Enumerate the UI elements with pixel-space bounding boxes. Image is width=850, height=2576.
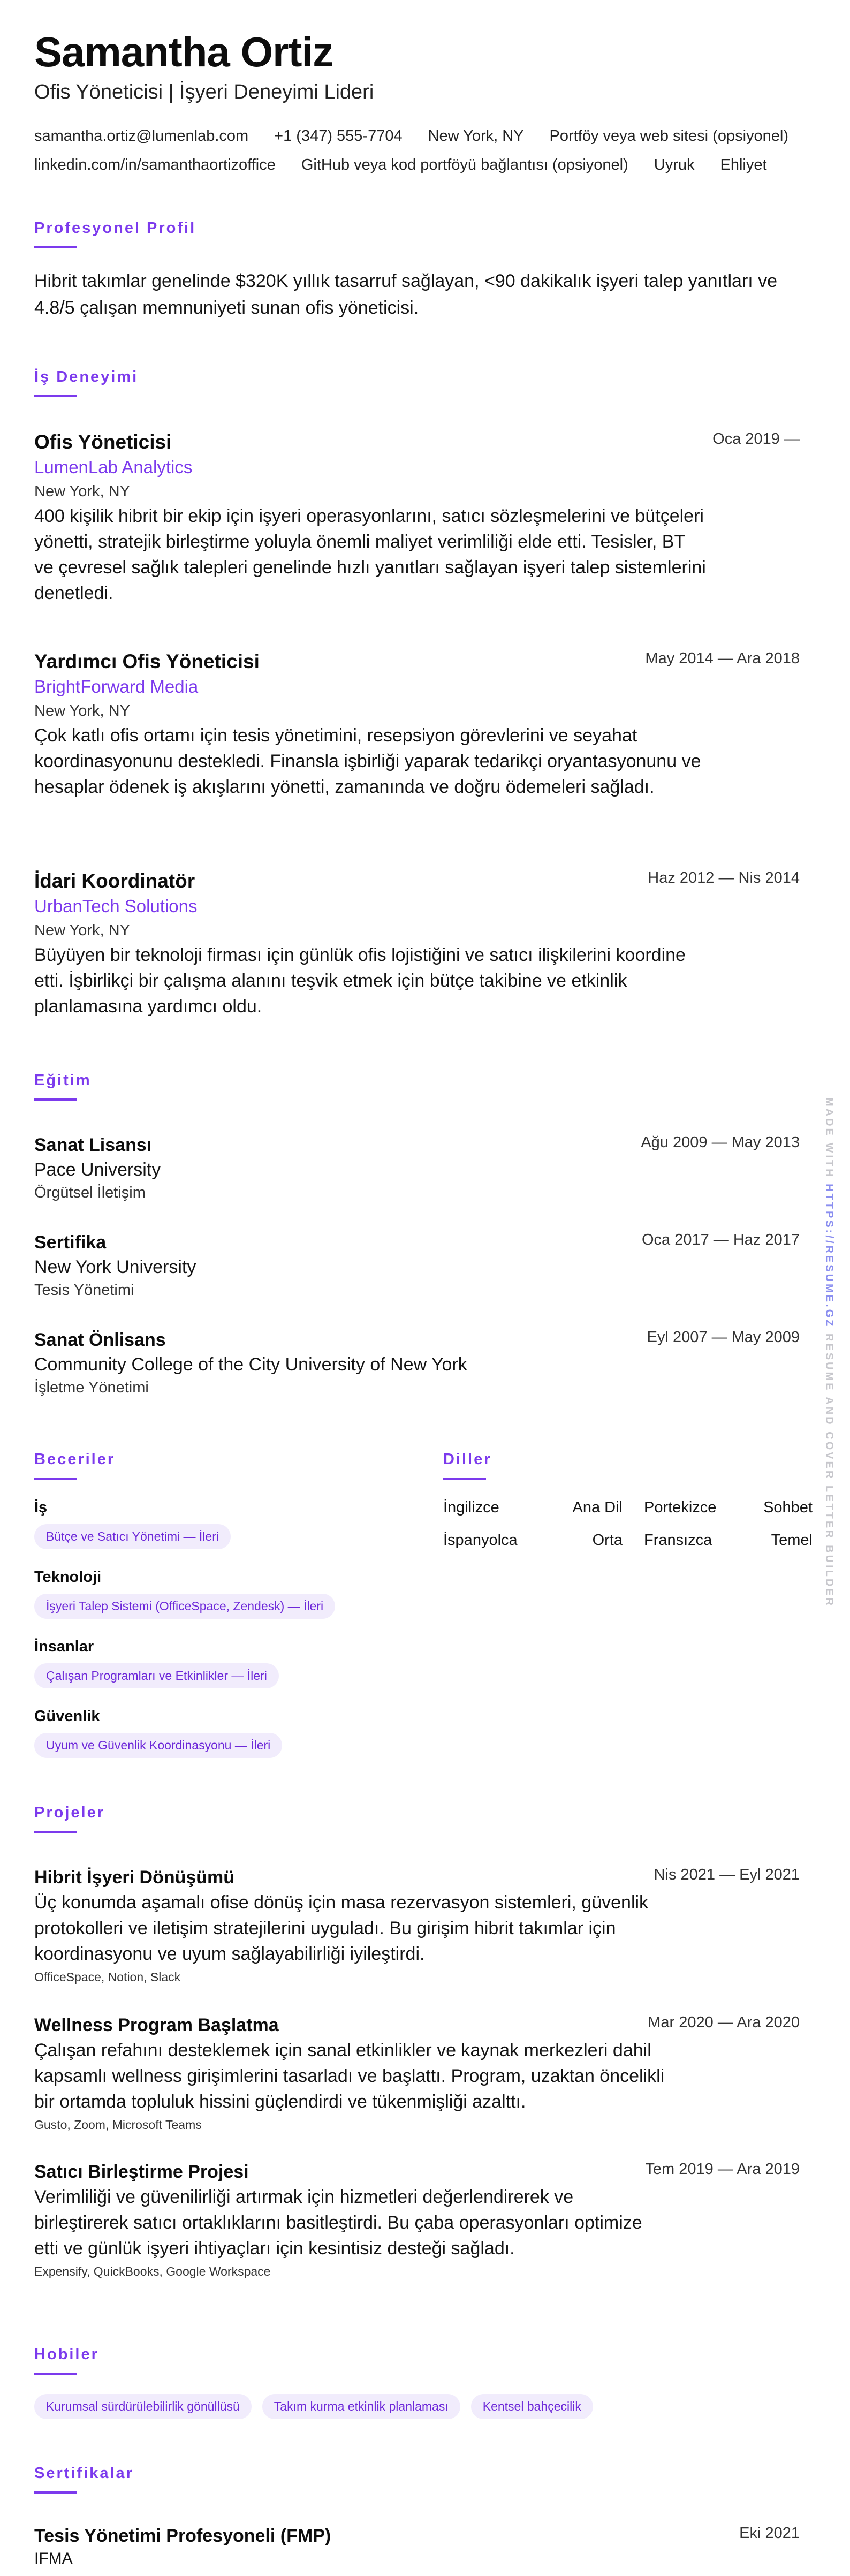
job-title: İdari Koordinatör (34, 870, 195, 892)
contact-phone[interactable]: +1 (347) 555-7704 (274, 127, 403, 145)
language-name: İngilizce (443, 1499, 499, 1516)
job-dates: Oca 2019 — (712, 430, 800, 448)
project-name: Wellness Program Başlatma (34, 2015, 279, 2035)
section-title-profile: Profesyonel Profil (34, 219, 196, 237)
job-description: Çok katlı ofis ortamı için tesis yönetimini, resepsiyon görevlerini ve seyahat koordinasyonunu destekledi. Finansla işbirliği yaparak tedarikçi oryantasyonunu ve hesaplar ödenek iş akışlarını yönetti, zamanında ve doğru ödemeleri sağladı. (34, 725, 701, 797)
skill-category: Güvenlik (34, 1708, 100, 1725)
degree: Sertifika (34, 1232, 107, 1253)
contact-email[interactable]: samantha.ortiz@lumenlab.com (34, 127, 249, 145)
section-rule (34, 246, 77, 248)
languages-grid (443, 1499, 813, 1549)
degree: Sanat Önlisans (34, 1330, 166, 1350)
project-dates: Mar 2020 — Ara 2020 (648, 2014, 800, 2031)
skill-tag: Çalışan Programları ve Etkinlikler — İleri (34, 1663, 279, 1688)
project-entry (34, 2160, 800, 2282)
skill-category: Teknoloji (34, 1569, 102, 1586)
section-rule (443, 1478, 486, 1480)
project-description: Çalışan refahını desteklemek için sanal etkinlikler ve kaynak merkezleri dahil kapsamlı wellness girişimlerini tasarladı ve başlattı. Program, uzaktan öncelikli bir ortamda topluluk hissini güçlendirdi ve tükenmişliği azalttı. (34, 2040, 665, 2112)
education-dates: Ağu 2009 — May 2013 (641, 1134, 800, 1151)
section-title-experience: İş Deneyimi (34, 368, 139, 385)
hobby-tag: Takım kurma etkinlik planlaması (262, 2394, 460, 2419)
skills-list (34, 1499, 409, 1777)
watermark-link[interactable]: HTTPS://RESUME.GZ (823, 1184, 835, 1329)
language-name: Fransızca (644, 1532, 712, 1549)
skill-group (34, 1708, 409, 1758)
education-dates: Eyl 2007 — May 2009 (647, 1329, 800, 1346)
skill-group (34, 1499, 409, 1549)
experience-entry (34, 649, 800, 800)
school-name: New York University (34, 1257, 196, 1277)
contact-portfolio[interactable]: Portföy veya web sitesi (opsiyonel) (549, 127, 789, 145)
job-location: New York, NY (34, 702, 130, 719)
job-title: Yardımcı Ofis Yöneticisi (34, 650, 260, 672)
watermark-text (823, 1097, 835, 1608)
education-entry (34, 1328, 800, 1398)
contact-location: New York, NY (428, 127, 524, 145)
job-dates: May 2014 — Ara 2018 (645, 650, 800, 667)
contact-github[interactable]: GitHub veya kod portföyü bağlantısı (opsiyonel) (301, 156, 628, 173)
languages-list (443, 1499, 813, 1549)
section-rule (34, 2373, 77, 2375)
job-location: New York, NY (34, 922, 130, 939)
watermark-suffix: RESUME AND COVER LETTER BUILDER (823, 1333, 835, 1608)
company-name: LumenLab Analytics (34, 457, 193, 477)
job-description: 400 kişilik hibrit bir ekip için işyeri operasyonlarını, satıcı sözleşmelerini ve bütçeleri yönetti, stratejik birleştirme yoluyla önemli maliyet verimliliği elde etti. Tesisler, BT ve çevresel sağlık talepleri genelinde hızlı yanıtları sağlayan işyeri talep sistemlerini denetledi. (34, 506, 706, 603)
section-title-languages: Diller (443, 1451, 492, 1468)
certification-date: Eki 2021 (739, 2525, 800, 2542)
education-dates: Oca 2017 — Haz 2017 (641, 1231, 800, 1248)
skill-tag: İşyeri Talep Sistemi (OfficeSpace, Zendesk) — İleri (34, 1594, 335, 1619)
certification-name: Tesis Yönetimi Profesyoneli (FMP) (34, 2526, 331, 2546)
section-rule (34, 2491, 77, 2494)
experience-entry (34, 429, 800, 606)
skill-group (34, 1638, 409, 1688)
study-field: Tesis Yönetimi (34, 1282, 134, 1299)
contact-nationality: Uyruk (654, 156, 695, 173)
candidate-name: Samantha Ortiz (34, 28, 333, 75)
language-level: Ana Dil (572, 1499, 623, 1516)
section-title-hobbies: Hobiler (34, 2346, 99, 2363)
section-rule (34, 1831, 77, 1833)
company-name: UrbanTech Solutions (34, 896, 198, 916)
project-entry (34, 2013, 800, 2135)
skill-category: İş (34, 1499, 48, 1516)
company-name: BrightForward Media (34, 677, 199, 696)
section-title-certifications: Sertifikalar (34, 2465, 134, 2482)
contact-row-1 (34, 127, 800, 145)
skill-tag: Bütçe ve Satıcı Yönetimi — İleri (34, 1524, 231, 1549)
certification-entry (34, 2524, 800, 2570)
hobbies-list (34, 2394, 593, 2419)
section-title-education: Eğitim (34, 1072, 92, 1089)
language-level: Sohbet (763, 1499, 813, 1516)
contact-linkedin[interactable]: linkedin.com/in/samanthaortizoffice (34, 156, 276, 173)
school-name: Community College of the City University of New York (34, 1354, 467, 1375)
job-description: Büyüyen bir teknoloji firması için günlük ofis lojistiğini ve satıcı ilişkilerini koordine etti. İşbirlikçi bir çalışma alanını teşvik etmek için bütçe takibine ve etkinlik planlamasına yardımcı oldu. (34, 945, 686, 1017)
school-name: Pace University (34, 1160, 161, 1180)
candidate-headline: Ofis Yöneticisi | İşyeri Deneyimi Lideri (34, 81, 374, 103)
project-name: Hibrit İşyeri Dönüşümü (34, 1867, 235, 1888)
language-level: Orta (592, 1532, 623, 1549)
section-rule (34, 1098, 77, 1101)
language-level: Temel (771, 1532, 813, 1549)
project-tools: OfficeSpace, Notion, Slack (34, 1970, 181, 1984)
skill-group (34, 1569, 409, 1619)
contact-license: Ehliyet (720, 156, 767, 173)
project-dates: Nis 2021 — Eyl 2021 (654, 1866, 800, 1883)
project-tools: Expensify, QuickBooks, Google Workspace (34, 2264, 271, 2278)
language-name: İspanyolca (443, 1532, 518, 1549)
certification-issuer: IFMA (34, 2550, 73, 2567)
skill-tag: Uyum ve Güvenlik Koordinasyonu — İleri (34, 1733, 282, 1758)
experience-entry (34, 868, 800, 1019)
project-tools: Gusto, Zoom, Microsoft Teams (34, 2118, 202, 2132)
job-dates: Haz 2012 — Nis 2014 (648, 869, 800, 887)
skill-category: İnsanlar (34, 1638, 94, 1655)
hobby-tag: Kentsel bahçecilik (471, 2394, 593, 2419)
education-entry (34, 1230, 800, 1301)
profile-summary: Hibrit takımlar genelinde $320K yıllık tasarruf sağlayan, <90 dakikalık işyeri talep yanıtları ve 4.8/5 çalışan memnuniyeti sunan ofis yöneticisi. (34, 271, 778, 318)
degree: Sanat Lisansı (34, 1135, 152, 1155)
language-name: Portekizce (644, 1499, 717, 1516)
project-description: Üç konumda aşamalı ofise dönüş için masa rezervasyon sistemleri, güvenlik protokolleri ve iletişim stratejilerini uyguladı. Bu girişim hibrit takımlar için koordinasyonu ve uyum sağlayabilirliği iyileştirdi. (34, 1892, 649, 1964)
watermark-prefix: MADE WITH (823, 1097, 835, 1179)
made-with-watermark (819, 1097, 840, 1608)
section-rule (34, 1478, 77, 1480)
job-location: New York, NY (34, 483, 130, 500)
project-description: Verimliliği ve güvenilirliği artırmak için hizmetleri değerlendirerek ve birleştirerek satıcı ortaklıklarını basitleştirdi. Bu çaba operasyonları optimize etti ve günlük işyeri ihtiyaçları için kesintisiz desteği sağladı. (34, 2187, 642, 2259)
hobby-tag: Kurumsal sürdürülebilirlik gönüllüsü (34, 2394, 252, 2419)
job-title: Ofis Yöneticisi (34, 431, 172, 453)
contact-row-2 (34, 156, 800, 174)
study-field: Örgütsel İletişim (34, 1184, 146, 1201)
section-title-skills: Beceriler (34, 1451, 116, 1468)
study-field: İşletme Yönetimi (34, 1379, 149, 1396)
section-rule (34, 395, 77, 397)
project-dates: Tem 2019 — Ara 2019 (645, 2161, 800, 2178)
project-name: Satıcı Birleştirme Projesi (34, 2162, 249, 2182)
section-title-projects: Projeler (34, 1804, 105, 1821)
education-entry (34, 1133, 800, 1203)
project-entry (34, 1865, 800, 1987)
